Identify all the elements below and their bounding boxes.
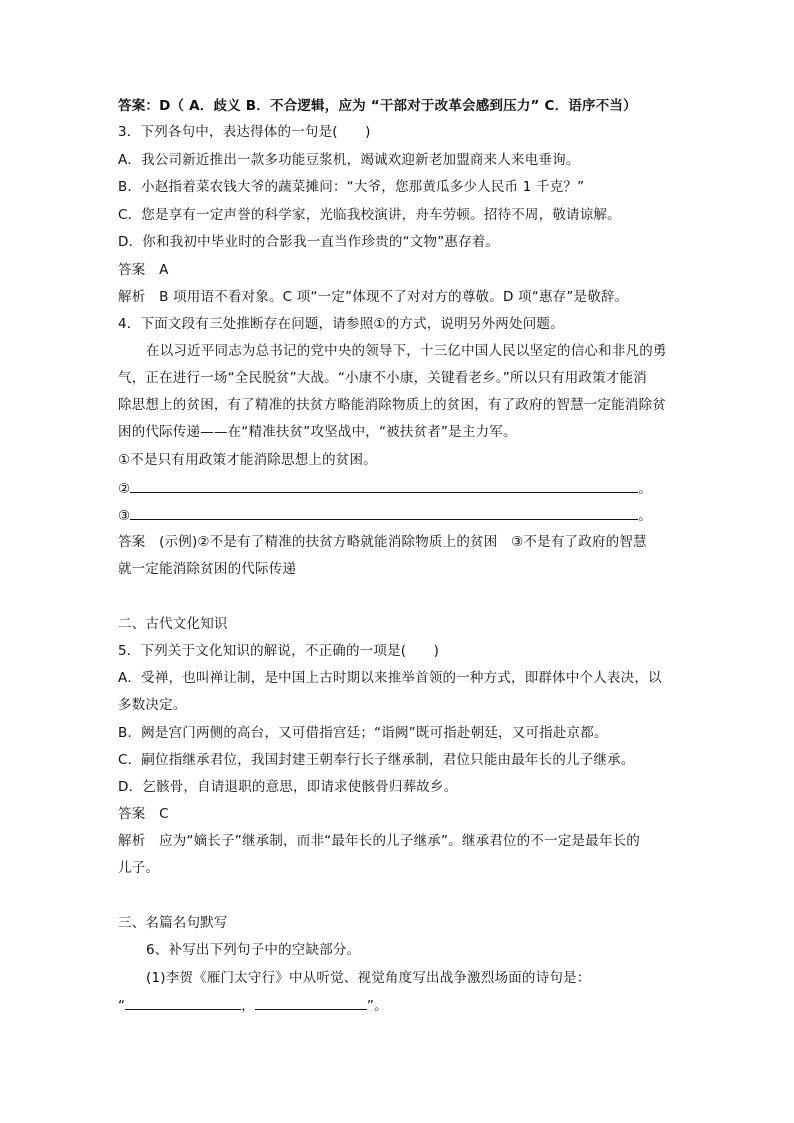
- question-3: 3．下列各句中，表达得体的一句是( ): [118, 124, 371, 140]
- answer-4-line-2: 就一定能消除贫困的代际传递: [118, 561, 297, 577]
- blank-label-2: ②: [118, 481, 131, 497]
- answer-line-q2: 答案：D（ A．歧义 B．不合逻辑，应为 “干部对于改革会感到压力” C．语序不当）: [118, 98, 637, 114]
- fill-line-2[interactable]: [130, 478, 638, 493]
- analysis-5-line-2: 儿子。: [118, 860, 160, 876]
- section-heading-2: 二、古代文化知识: [118, 616, 228, 632]
- question-6: 6、补写出下列句子中的空缺部分。: [146, 942, 361, 958]
- blank-label-3: ③: [118, 508, 131, 524]
- option-3b: B．小赵指着菜农钱大爷的蔬菜摊问：“大爷，您那黄瓜多少人民币 1 千克？”: [118, 179, 585, 195]
- answer-5: 答案 C: [118, 806, 169, 822]
- question-4: 4．下面文段有三处推断存在问题，请参照①的方式，说明另外两处问题。: [118, 316, 564, 332]
- question-6-item-1: (1)李贺《雁门太守行》中从听觉、视觉角度写出战争激烈场面的诗句是：: [146, 970, 591, 986]
- answer-blank-3[interactable]: [118, 505, 688, 526]
- example-answer-1: ①不是只有用政策才能消除思想上的贫困。: [118, 452, 377, 468]
- blank-end-2: 。: [638, 481, 653, 497]
- quote-open: “: [118, 998, 126, 1014]
- section-heading-3: 三、名篇名句默写: [118, 915, 228, 931]
- passage-line-3: 除思想上的贫困，有了精准的扶贫方略能消除物质上的贫困，有了政府的智慧一定能消除贫: [118, 397, 666, 413]
- poem-comma: ，: [241, 998, 255, 1014]
- answer-4-line-1: 答案 (示例)②不是有了精准的扶贫方略就能消除物质上的贫困 ③不是有了政府的智慧: [118, 534, 647, 550]
- option-5b: B．阙是宫门两侧的高台，又可借指宫廷；“诣阙”既可指赴朝廷，又可指赴京都。: [118, 725, 608, 741]
- analysis-3: 解析 B 项用语不看对象。C 项“一定”体现不了对对方的尊敬。D 项“惠存”是敬辞。: [118, 289, 629, 305]
- poem-answer-blanks[interactable]: [118, 995, 688, 1016]
- answer-3: 答案 A: [118, 262, 169, 278]
- quote-close: ”。: [366, 998, 388, 1014]
- option-3c: C．您是享有一定声誉的科学家，光临我校演讲，舟车劳顿。招待不周，敬请谅解。: [118, 207, 621, 223]
- answer-blank-2[interactable]: [118, 478, 688, 499]
- option-3d: D．你和我初中毕业时的合影我一直当作珍贵的“文物”惠存着。: [118, 234, 500, 250]
- analysis-5-line-1: 解析 应为“嫡长子”继承制，而非“最年长的儿子继承”。继承君位的不一定是最年长的: [118, 833, 640, 849]
- fill-line-3[interactable]: [130, 505, 638, 520]
- passage-line-2: 气，正在进行一场“全民脱贫”大战。“小康不小康，关键看老乡。”所以只有用政策才能消: [118, 370, 647, 386]
- option-5c: C．嗣位指继承君位，我国封建王朝奉行长子继承制，君位只能由最年长的儿子继承。: [118, 752, 635, 768]
- fill-line-poem-2[interactable]: [255, 995, 367, 1010]
- passage-line-1: 在以习近平同志为总书记的党中央的领导下，十三亿中国人民以坚定的信心和非凡的勇: [146, 343, 667, 359]
- option-3a: A．我公司新近推出一款多功能豆浆机，竭诚欢迎新老加盟商来人来电垂询。: [118, 152, 580, 168]
- passage-line-4: 困的代际传递——在“精准扶贫”攻坚战中，“被扶贫者”是主力军。: [118, 424, 517, 440]
- question-5: 5．下列关于文化知识的解说，不正确的一项是( ): [118, 643, 440, 659]
- blank-end-3: 。: [638, 508, 653, 524]
- option-5d: D．乞骸骨，自请退职的意思，即请求使骸骨归葬故乡。: [118, 779, 458, 795]
- option-5a-line-2: 多数决定。: [118, 697, 187, 713]
- option-5a-line-1: A．受禅，也叫禅让制，是中国上古时期以来推举首领的一种方式，即群体中个人表决，以: [118, 670, 662, 686]
- fill-line-poem-1[interactable]: [125, 995, 241, 1010]
